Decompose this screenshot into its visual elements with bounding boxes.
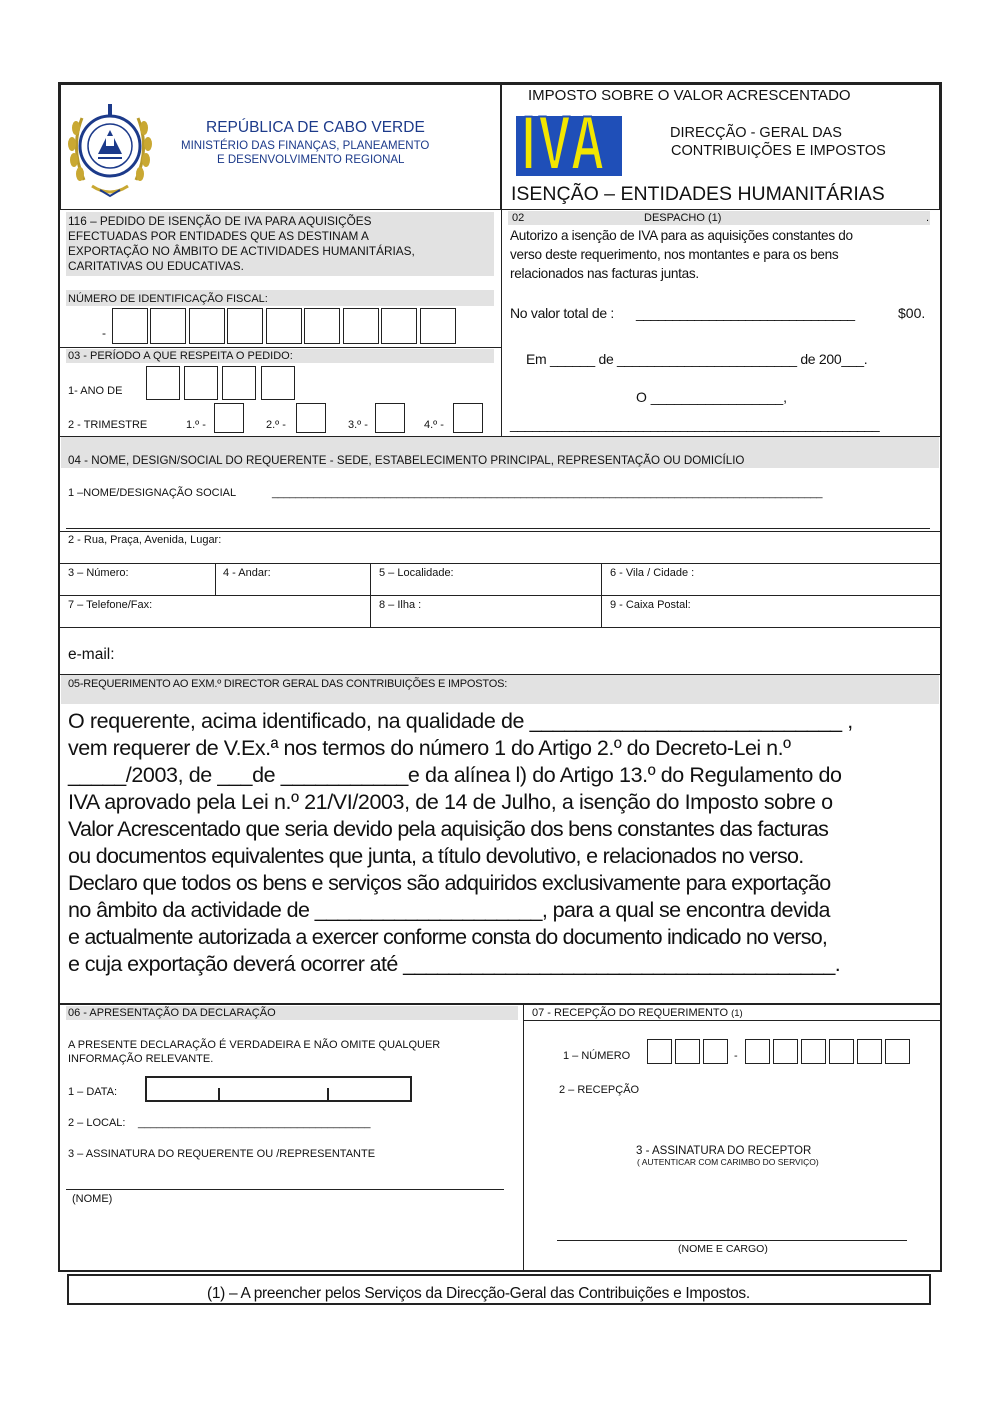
statement-line2: INFORMAÇÃO RELEVANTE.	[68, 1053, 214, 1065]
local-label: 2 – LOCAL:	[68, 1117, 126, 1129]
request-line-10: e cuja exportação deverá ocorrer até ______________________________________.	[68, 952, 841, 976]
street-label: 2 - Rua, Praça, Avenida, Lugar:	[68, 534, 222, 546]
trimester-label: 2 - TRIMESTRE	[68, 419, 148, 431]
divider-06-top	[60, 1003, 940, 1005]
nif-cell-1[interactable]	[112, 308, 148, 344]
despacho-sign-line[interactable]: __________________________________________________	[510, 416, 880, 432]
nif-label: NÚMERO DE IDENTIFICAÇÃO FISCAL:	[68, 293, 268, 305]
iva-logo	[516, 101, 622, 186]
reception-number-cell-3[interactable]	[703, 1039, 728, 1064]
name-label: 1 –NOME/DESIGNAÇÃO SOCIAL	[68, 487, 237, 499]
divider-06-07	[523, 1004, 524, 1270]
nif-dash: -	[102, 326, 106, 340]
form-title: ISENÇÃO – ENTIDADES HUMANITÁRIAS	[511, 183, 885, 205]
divider-street	[60, 531, 940, 532]
direction-line2: CONTRIBUIÇÕES E IMPOSTOS	[671, 143, 886, 159]
divider-row2	[60, 595, 940, 596]
floor-label: 4 - Andar:	[223, 567, 271, 579]
requester-name-caption: (NOME)	[72, 1193, 113, 1205]
island-label: 8 – Ilha :	[379, 599, 422, 611]
email-label: e-mail:	[68, 646, 115, 663]
request-line-1: O requerente, acima identificado, na qualidade de ___________________________ ,	[68, 709, 853, 733]
section07-title	[532, 1006, 743, 1021]
section02-number: 02	[512, 212, 525, 224]
year-cell-3[interactable]	[222, 366, 256, 400]
number-label: 3 – Número:	[68, 567, 129, 579]
despacho-o-line[interactable]: O _________________,	[636, 389, 788, 405]
town-label: 6 - Vila / Cidade :	[610, 567, 695, 579]
name-blank[interactable]: _____________________________________________________________________________________________	[272, 487, 823, 499]
q1-label: 1.º -	[186, 419, 206, 431]
divider-row3	[60, 627, 940, 628]
q2-cell[interactable]	[296, 403, 326, 433]
section03-title: 03 - PERÍODO A QUE RESPEITA O PEDIDO:	[68, 350, 293, 362]
reception-number-cell-5[interactable]	[773, 1039, 798, 1064]
section116-line1: 116 – PEDIDO DE ISENÇÃO DE IVA PARA AQUISIÇÕES	[68, 214, 372, 228]
statement-line1: A PRESENTE DECLARAÇÃO É VERDADEIRA E NÃO OMITE QUALQUER	[68, 1039, 441, 1051]
despacho-date-line[interactable]: Em ______ de ________________________ de 200___.	[526, 351, 868, 367]
reception-number-label: 1 – NÚMERO	[563, 1050, 631, 1062]
requester-signature-line[interactable]	[66, 1189, 504, 1190]
republic-title: REPÚBLICA DE CABO VERDE	[206, 119, 425, 136]
nif-cell-4[interactable]	[227, 308, 263, 344]
q4-cell[interactable]	[453, 403, 483, 433]
divider-col1	[215, 563, 216, 595]
coat-of-arms-emblem	[62, 98, 158, 202]
pobox-label: 9 - Caixa Postal:	[610, 599, 691, 611]
section116-line2: EFECTUADAS POR ENTIDADES QUE AS DESTINAM A	[68, 229, 369, 243]
section116-line4: CARITATIVAS OU EDUCATIVAS.	[68, 259, 244, 273]
signature-label: 3 – ASSINATURA DO REQUERENTE OU /REPRESENTANTE	[68, 1148, 376, 1160]
despacho-text-line2: verso deste requerimento, nos montantes e para os bens	[510, 247, 839, 262]
nif-cell-6[interactable]	[304, 308, 340, 344]
tax-title: IMPOSTO SOBRE O VALOR ACRESCENTADO	[528, 87, 851, 104]
nif-cell-7[interactable]	[343, 308, 379, 344]
section04-title: 04 - NOME, DESIGN/SOCIAL DO REQUERENTE - SEDE, ESTABELECIMENTO PRINCIPAL, REPRESENTAÇÃO OU DOMICÍLIO	[68, 454, 745, 467]
request-line-8: no âmbito da actividade de ____________________, para a qual se encontra devida	[68, 898, 830, 922]
section06-title: 06 - APRESENTAÇÃO DA DECLARAÇÃO	[68, 1007, 276, 1019]
nif-cell-9[interactable]	[420, 308, 456, 344]
year-cell-2[interactable]	[184, 366, 218, 400]
section116-line3: EXPORTAÇÃO NO ÂMBITO DE ACTIVIDADES HUMANITÁRIAS,	[68, 244, 415, 258]
footer-note: (1) – A preencher pelos Serviços da Direcção-Geral das Contribuições e Impostos.	[207, 1285, 750, 1302]
request-line-6: ou documentos equivalentes que junta, a título devolutivo, e relacionados no verso.	[68, 844, 804, 868]
despacho-text-line1: Autorizo a isenção de IVA para as aquisições constantes do	[510, 228, 853, 243]
divider-row1	[60, 563, 940, 564]
ministry-line1: MINISTÉRIO DAS FINANÇAS, PLANEAMENTO	[181, 140, 430, 152]
receptor-signature-label: 3 - ASSINATURA DO RECEPTOR	[636, 1145, 812, 1157]
request-line-5: Valor Acrescentado que seria devido pela aquisição dos bens constantes das facturas	[68, 817, 829, 841]
total-blank[interactable]: ______________________________	[636, 305, 855, 321]
receptor-name-caption: (NOME E CARGO)	[678, 1243, 768, 1255]
request-line-4: IVA aprovado pela Lei n.º 21/VI/2003, de 14 de Julho, a isenção do Imposto sobre o	[68, 790, 833, 814]
reception-number-cell-2[interactable]	[675, 1039, 700, 1064]
section02-dot: .	[926, 212, 930, 224]
q3-cell[interactable]	[375, 403, 405, 433]
section07-title-note: (1)	[731, 1008, 743, 1019]
date-separator-2	[327, 1088, 329, 1102]
request-line-2: vem requerer de V.Ex.ª nos termos do número 1 do Artigo 2.º do Decreto-Lei n.º	[68, 736, 791, 760]
reception-label: 2 – RECEPÇÃO	[559, 1084, 640, 1096]
despacho-text-line3: relacionados nas facturas juntas.	[510, 266, 699, 281]
q3-label: 3.º -	[348, 419, 368, 431]
date-label: 1 – DATA:	[68, 1086, 118, 1098]
year-label: 1- ANO DE	[68, 385, 123, 397]
total-label: No valor total de :	[510, 305, 615, 321]
reception-number-cell-9[interactable]	[885, 1039, 910, 1064]
receptor-signature-line[interactable]	[557, 1240, 907, 1241]
request-text	[68, 708, 934, 980]
request-line-3: _____/2003, de ___de ___________e da alínea l) do Artigo 13.º do Regulamento do	[68, 763, 842, 787]
divider-03-top	[60, 347, 501, 348]
phone-label: 7 – Telefone/Fax:	[68, 599, 153, 611]
name-line2[interactable]	[66, 528, 930, 529]
reception-number-cell-6[interactable]	[801, 1039, 826, 1064]
divider-116-02	[501, 210, 502, 436]
request-line-9: e actualmente autorizada a exercer conforme consta do documento indicado no verso,	[68, 925, 828, 949]
reception-number-cell-7[interactable]	[829, 1039, 854, 1064]
q4-label: 4.º -	[424, 419, 444, 431]
nif-cell-3[interactable]	[189, 308, 225, 344]
locality-label: 5 – Localidade:	[379, 567, 454, 579]
reception-number-cell-1[interactable]	[647, 1039, 672, 1064]
total-suffix: $00.	[898, 305, 926, 321]
footer-note-box	[67, 1274, 931, 1305]
nif-cell-8[interactable]	[381, 308, 417, 344]
year-cell-4[interactable]	[261, 366, 295, 400]
q1-cell[interactable]	[214, 403, 244, 433]
request-line-7: Declaro que todos os bens e serviços são adquiridos exclusivamente para exportação	[68, 871, 831, 895]
reception-number-cell-4[interactable]	[745, 1039, 770, 1064]
reception-number-dash: -	[734, 1050, 738, 1062]
q2-label: 2.º -	[266, 419, 286, 431]
iva-logo-letters: IVA	[522, 101, 609, 186]
section02-title: DESPACHO (1)	[644, 212, 722, 224]
date-separator-1	[218, 1088, 220, 1102]
ministry-line2: E DESENVOLVIMENTO REGIONAL	[217, 154, 405, 166]
year-cell-1[interactable]	[146, 366, 180, 400]
receptor-signature-note: ( AUTENTICAR COM CARIMBO DO SERVIÇO)	[637, 1157, 819, 1167]
date-input[interactable]	[145, 1076, 412, 1102]
reception-number-cell-8[interactable]	[857, 1039, 882, 1064]
section05-title: 05-REQUERIMENTO AO EXM.º DIRECTOR GERAL DAS CONTRIBUIÇÕES E IMPOSTOS:	[68, 678, 508, 690]
nif-cell-5[interactable]	[266, 308, 302, 344]
direction-line1: DIRECÇÃO - GERAL DAS	[670, 125, 842, 141]
local-blank[interactable]: ______________________________________	[138, 1117, 371, 1129]
nif-cell-2[interactable]	[150, 308, 186, 344]
section07-title-text: 07 - RECEPÇÃO DO REQUERIMENTO	[532, 1007, 728, 1019]
